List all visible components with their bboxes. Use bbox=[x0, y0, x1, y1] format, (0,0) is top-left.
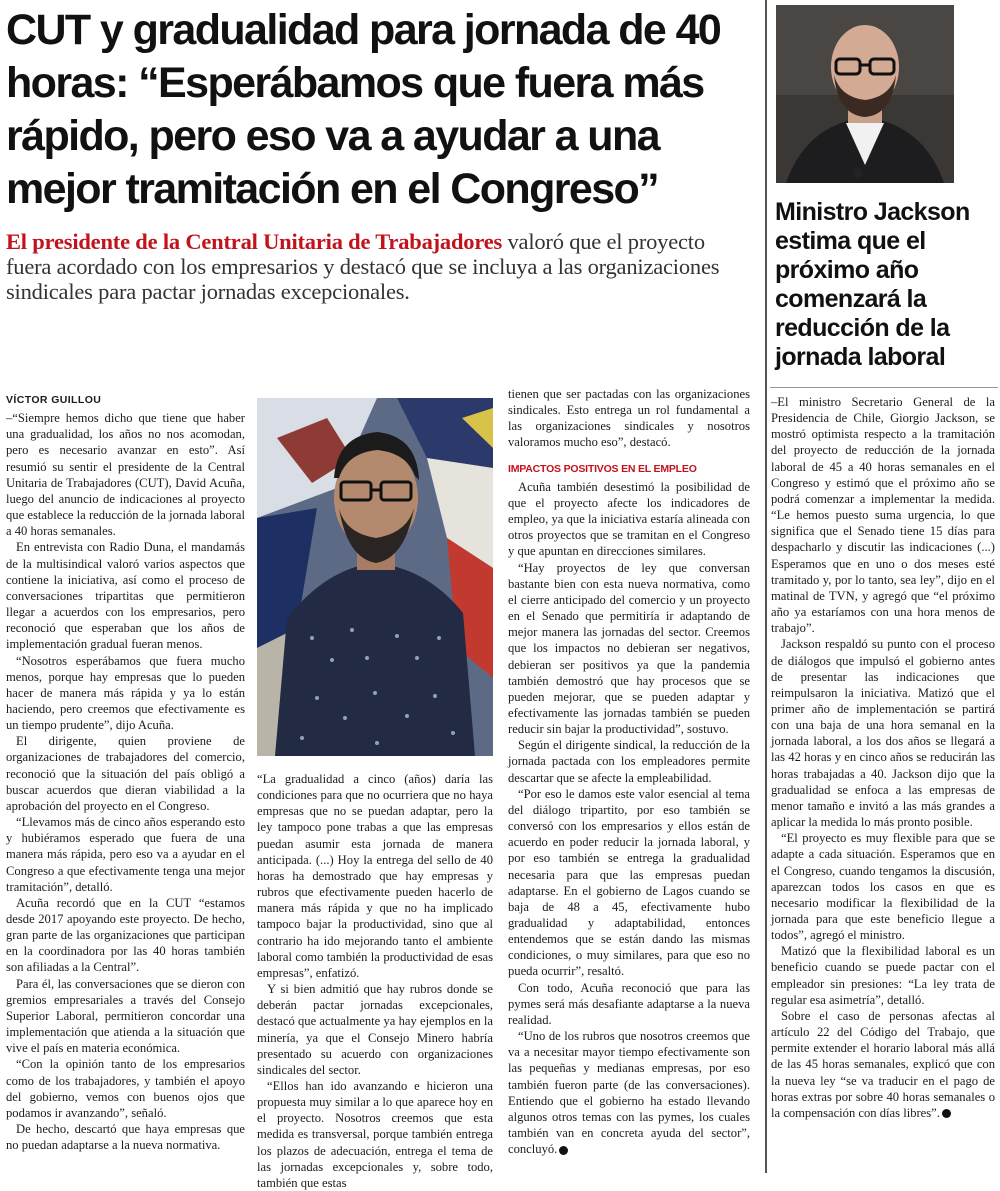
paragraph: “Llevamos más de cinco años esperando esto y hubiéramos esperado que fuera de una manera más rápida, pero eso va a ayudar en el Congreso a que efectivamente tenga una mejor tramitación”, detalló. bbox=[6, 815, 245, 894]
section-subhead: IMPACTOS POSITIVOS EN EL EMPLEO bbox=[508, 462, 697, 475]
byline: VÍCTOR GUILLOU bbox=[6, 394, 102, 406]
paragraph: Acuña recordó que en la CUT “estamos desde 2017 apoyando este proyecto. De hecho, gran parte de las organizaciones que participan en la coordinadora por las 40 horas también son afiliadas a la Central”. bbox=[6, 895, 245, 975]
paragraph: “Con la opinión tanto de los empresarios como de los trabajadores, y también el apoyo del gobierno, vemos con buenos ojos que podamos ir avanzando”, señaló. bbox=[6, 1057, 245, 1120]
column-1 bbox=[6, 392, 245, 1153]
column-divider bbox=[765, 0, 767, 1173]
paragraph: “La gradualidad a cinco (años) daría las condiciones para que no ocurriera que no haya empresas que no se puedan adaptar, pero la ley tampoco pone trabas a que las empresas puedan asumir esta jornada de manera anticipada. (...) Hoy la entrega del sello de 40 horas ha demostrado que hay empresas y rubros que efectivamente pueden hacerlo de manera más rápida y que no ha implicado tampoco bajar la productividad, sino que al contrario ha ido mejorando tanto el ambiente laboral como también la productividad de esas empresas”, enfatizó. bbox=[257, 772, 493, 980]
paragraph: Y si bien admitió que hay rubros donde se deberán pactar jornadas excepcionales, destacó que actualmente ya hay ejemplos en la minería, ya que el Consejo Minero habría presentado su acuerdo con organizaciones sindicales del sector. bbox=[257, 982, 493, 1077]
column-3 bbox=[508, 386, 750, 1157]
paragraph: –“Siempre hemos dicho que tiene que haber una gradualidad, los años no nos acomodan, pero es necesario avanzar en esto”. Así resumió su sentir el presidente de la Central Unitaria de Trabajadores (CUT), David Acuña, luego del anuncio de indicaciones al proyecto que establece la reducción de la jornada laboral a 40 horas semanales. bbox=[6, 411, 245, 539]
deck-lead: El presidente de la Central Unitaria de Trabajadores bbox=[6, 229, 503, 254]
paragraph bbox=[508, 1028, 750, 1157]
deck-text: valoró que el proyecto fuera acordado con los empresarios y destacó que se incluya a las organizaciones sindicales para pactar jornadas excepcionales. bbox=[6, 229, 720, 304]
paragraph: En entrevista con Radio Duna, el mandamás de la multisindical valoró varios aspectos que contiene la iniciativa, así como el proceso de conversaciones tripartitas que permitieron llegar a acuerdos con los empresarios, pero reconoció que esperaban que los años de implementación gradual fueran menos. bbox=[6, 540, 245, 652]
paragraph: “Hay proyectos de ley que conversan bastante bien con esta nueva normativa, como el cierre anticipado del comercio y un proyecto en el Senado que permitiría ir adaptando de mejor manera las jornadas del sector. Creemos que los impactos no debieran ser negativos, debieran ser positivos ya que la pandemia también demostró que hay procesos que se pueden mejorar, que se pueden adaptar y efectivamente las jornadas también se pueden reducir sin bajar la productividad”, sostuvo. bbox=[508, 560, 750, 737]
paragraph: “El proyecto es muy flexible para que se adapte a cada situación. Esperamos que en el Congreso, cuando tengamos la discusión, aparezcan todos los casos en que es necesario modificar la flexibilidad de la jornada para que este beneficio llegue a todos”, agregó el ministro. bbox=[771, 831, 995, 943]
end-mark-icon bbox=[559, 1146, 568, 1155]
paragraph: Según el dirigente sindical, la reducción de la jornada pactada con los empleadores permite descartar que se afecte la empleabilidad. bbox=[508, 738, 750, 785]
paragraph bbox=[771, 1008, 995, 1121]
sidebar-title: Ministro Jackson estima que el próximo año comenzará la reducción de la jornada laboral bbox=[775, 198, 970, 371]
paragraph: –El ministro Secretario General de la Presidencia de Chile, Giorgio Jackson, se mostró optimista respecto a la tramitación del proyecto de reducción de la jornada laboral de 45 a 40 horas semanales en el Congreso y estimó que el próximo año se podrá comenzar a implementar la medida. “Le hemos puesto suma urgencia, lo que significa que el Senado tiene 15 días para despacharlo y discutir las indicaciones (...) Esperamos que en uno o dos meses esté tramitado y, por lo tanto, sea ley”, dijo en el matinal de TVN, y agregó que “el próximo año ya estaríamos con una hora menos de trabajo”. bbox=[771, 395, 995, 636]
headline: CUT y gradualidad para jornada de 40 horas: “Esperábamos que fuera más rápido, pero eso va a ayudar a una mejor tramitación en el Congreso” bbox=[6, 6, 721, 213]
deck bbox=[6, 229, 746, 304]
sidebar-column bbox=[771, 394, 995, 1121]
end-mark-icon bbox=[942, 1109, 951, 1118]
paragraph: De hecho, descartó que haya empresas que no puedan adaptarse a la nueva normativa. bbox=[6, 1122, 245, 1153]
paragraph: Con todo, Acuña reconoció que para las pymes será más desafiante adaptarse a la nueva realidad. bbox=[508, 980, 750, 1027]
column-2 bbox=[257, 771, 493, 1191]
acuna-photo bbox=[257, 398, 493, 756]
paragraph: “Ellos han ido avanzando e hicieron una propuesta muy similar a lo que aparece hoy en el proyecto. Nosotros creemos que esta medida es transversal, porque también entrega los plazos de adecuación, entrega el tema de las jornadas excepcionales y, sobre todo, también que estas bbox=[257, 1078, 493, 1190]
paragraph-text: Sobre el caso de personas afectas al artículo 22 del Código del Trabajo, que permite extender el horario laboral más allá de las 45 horas semanales, explicó que con la nueva ley “se va traducir en el pago de horas extras por sobre 40 horas semanales o la compensación con días libres”. bbox=[771, 1008, 995, 1120]
paragraph: Matizó que la flexibilidad laboral es un beneficio cuando se puede pactar con el empleador sin presiones: “La ley trata de regular esa asimetría”, detalló. bbox=[771, 944, 995, 1007]
paragraph: “Nosotros esperábamos que fuera mucho menos, porque hay empresas que lo pueden hacer de manera más rápida y ya lo están haciendo, pero creemos que efectivamente es un tiempo prudente”, dijo Acuña. bbox=[6, 653, 245, 733]
paragraph: Acuña también desestimó la posibilidad de que el proyecto afecte los indicadores de empleo, ya que la iniciativa estaría alineada con otros proyectos que se tramitan en el Congreso y que apuntan en direcciones similares. bbox=[508, 479, 750, 559]
photo-illustration bbox=[257, 398, 493, 756]
paragraph: El dirigente, quien proviene de organizaciones de trabajadores del comercio, reconoció que la situación del país obligó a buscar acuerdos que dieran viabilidad a la aprobación del proyecto en el Congreso. bbox=[6, 734, 245, 813]
paragraph: Jackson respaldó su punto con el proceso de diálogos que impulsó el gobierno antes de presentar las indicaciones que reimpulsaron la iniciativa. Matizó que el primer año de implementación se partirá con una baja de una hora semanal en la jornada laboral, a los dos años se llegará a las 42 horas y en cinco años se reducirán las horas trabajadas a 40. Jackson dijo que la gradualidad se enfoca a las empresas de menor tamaño e invitó a las más grandes a aplicar la medida lo más pronto posible. bbox=[771, 637, 995, 830]
paragraph: tienen que ser pactadas con las organizaciones sindicales. Esto entrega un rol fundamental a las organizaciones sindicales y nosotros valoramos mucho eso”, destacó. bbox=[508, 387, 750, 450]
portrait-illustration bbox=[776, 5, 954, 183]
sidebar-divider bbox=[770, 387, 998, 388]
paragraph: Para él, las conversaciones que se dieron con gremios empresariales a través del Consejo Superior Laboral, permitieron concordar una implementación que atienda a la situación que vive el país en materia económica. bbox=[6, 976, 245, 1056]
paragraph-text: “Uno de los rubros que nosotros creemos que va a necesitar mayor tiempo efectivamente son las pequeñas y medianas empresas, por eso también fueron parte (de las conversaciones). Entiendo que el gobierno ha estado llevando algunos otros temas con las pymes, los cuales también van en concreta ayuda del sector”, concluyó. bbox=[508, 1029, 750, 1157]
paragraph: “Por eso le damos este valor esencial al tema del diálogo tripartito, por eso también se conversó con los empresarios y ellos están de acuerdo en poder reducir la jornada laboral, y por eso también se entrega la gradualidad necesaria para que las empresas puedan adaptarse. En el gobierno de Lagos cuando se baja de 48 a 45, efectivamente hubo gradualidad y adaptabilidad, entonces entendemos que se están dando las mismas condiciones, o muy similares, para que eso no pueda ocurrir”, resaltó. bbox=[508, 786, 750, 979]
jackson-portrait bbox=[776, 5, 954, 183]
